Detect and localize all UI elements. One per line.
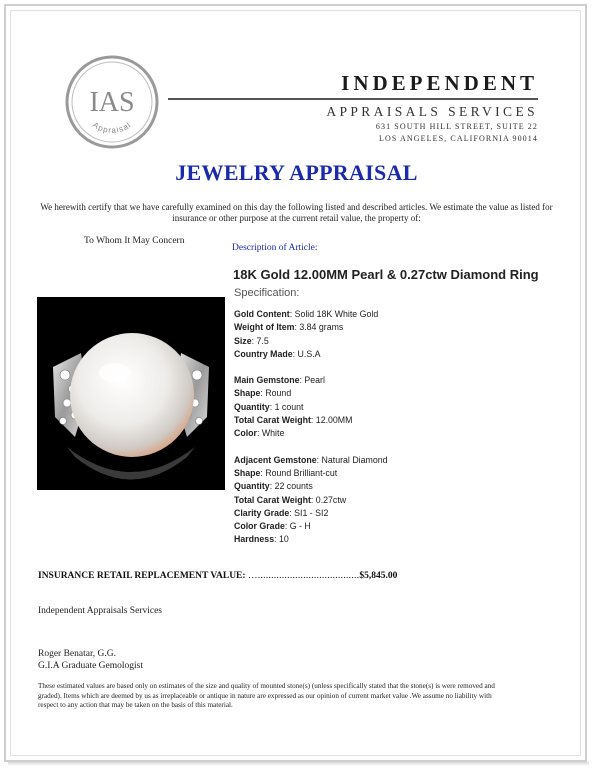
spec-row: Main Gemstone: Pearl [234,375,325,386]
ias-logo-mark [64,54,160,150]
spec-row: Quantity: 22 counts [234,481,313,492]
signature-block [38,648,143,672]
disclaimer: These estimated values are based only on estimates of the size and quality of mounted stone(s) (unless specifically stated that the stone(s) is were removed and graded). Items which are deemed by us as irreplaceable or antique in nature are expressed as our opinion of current market value .We assume no liability with respect to any action that may be taken on the basis of this material. [38,682,495,709]
spec-row: Country Made: U.S.A [234,348,321,359]
logo-text: IAS [89,87,135,118]
address-line-1: 631 SOUTH HILL STREET, SUITE 22 [375,122,538,131]
replacement-value [38,571,397,581]
spec-row: Size: 7.5 [234,335,269,346]
pearl [70,333,194,457]
spec-row: Adjacent Gemstone: Natural Diamond [234,454,388,465]
document-title: JEWELRY APPRAISAL [175,160,418,185]
item-title: 18K Gold 12.00MM Pearl & 0.27ctw Diamond Ring [233,267,539,282]
pearl-ring-image [37,297,225,490]
signature-company: Independent Appraisals Services [38,606,162,616]
spec-row: Shape: Round Brilliant-cut [234,467,338,478]
description-label: Description of Article: [232,243,318,253]
spec-row: Total Carat Weight: 12.00MM [234,415,353,426]
spec-row: Shape: Round [234,388,292,399]
header-rule [168,98,538,100]
appraiser-name: Roger Benatar, G.G. [38,649,116,659]
company-subtitle: APPRAISALS SERVICES [326,104,538,119]
spec-row: Hardness: 10 [234,534,289,545]
company-header [168,72,538,144]
spec-row: Total Carat Weight: 0.27ctw [234,494,347,505]
value-dots: …...................................... [247,571,360,581]
certification-text: We herewith certify that we have carefully examined on this day the following listed and described articles. We estimate the value as listed for insurance or other purpose at the current retail value, the property of: [40,202,553,223]
logo-ring-text: Appraisal [91,120,133,135]
ias-logo [64,54,160,150]
spacer [234,361,388,374]
spec-row: Clarity Grade: SI1 - SI2 [234,507,329,518]
spec-row: Color: White [234,428,285,439]
ring-photo [37,297,225,490]
value-amount: $5,845.00 [359,571,398,581]
company-name: INDEPENDENT [341,71,538,95]
value-label: INSURANCE RETAIL REPLACEMENT VALUE: [38,571,246,581]
specification-label: Specification: [234,287,300,299]
spacer [234,441,388,454]
address-line-2: LOS ANGELES, CALIFORNIA 90014 [378,134,538,143]
spec-row: Quantity: 1 count [234,401,304,412]
specifications-list [234,308,388,547]
recipient: To Whom It May Concern [84,236,185,246]
spec-row: Gold Content: Solid 18K White Gold [234,309,379,319]
spec-row: Weight of Item: 3.84 grams [234,322,344,333]
page-shadow [8,762,589,766]
appraiser-title: G.I.A Graduate Gemologist [38,661,144,671]
spec-row: Color Grade: G - H [234,521,311,532]
